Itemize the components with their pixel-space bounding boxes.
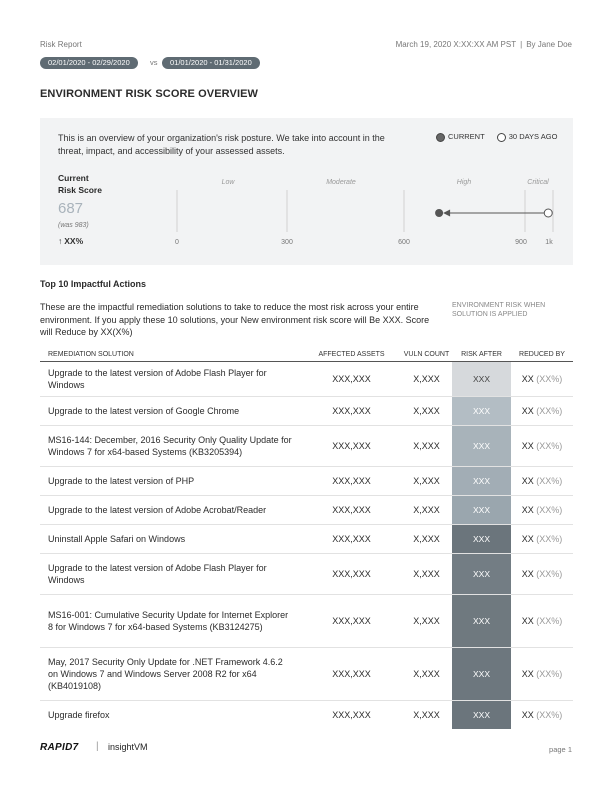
assets-cell: XXX,XXX xyxy=(302,525,401,554)
report-author: By Jane Doe xyxy=(526,40,572,49)
meta-separator: | xyxy=(520,40,523,49)
risk-after-cell: XXX xyxy=(452,554,511,595)
vuln-cell: X,XXX xyxy=(401,426,452,467)
reduced-by-value: XX xyxy=(521,476,534,486)
tick-label-900: 900 xyxy=(515,239,527,246)
section-title: Top 10 Impactful Actions xyxy=(40,279,147,289)
report-label: Risk Report xyxy=(40,40,82,49)
report-meta xyxy=(396,40,572,49)
risk-after-cell: XXX xyxy=(452,496,511,525)
assets-cell: XXX,XXX xyxy=(302,595,401,648)
table-row xyxy=(40,362,573,397)
assets-cell: XXX,XXX xyxy=(302,362,401,397)
risk-score-change-value: XX% xyxy=(64,236,84,246)
reduced-by-cell xyxy=(511,362,573,397)
reduced-by-percent: (XX%) xyxy=(536,616,563,626)
column-header-vuln-count: VULN COUNT xyxy=(401,347,452,362)
risk-after-cell: XXX xyxy=(452,525,511,554)
period-previous-pill: 01/01/2020 - 01/31/2020 xyxy=(162,57,260,69)
reduced-by-value: XX xyxy=(521,569,534,579)
table-row xyxy=(40,525,573,554)
reduced-by-value: XX xyxy=(521,505,534,515)
table-row xyxy=(40,426,573,467)
zone-label-high: High xyxy=(456,179,472,186)
solution-cell: Uninstall Apple Safari on Windows xyxy=(40,525,302,554)
assets-cell: XXX,XXX xyxy=(332,709,371,720)
reduced-by-value: XX xyxy=(521,534,534,544)
risk-scale xyxy=(40,118,573,265)
reduced-by-percent: (XX%) xyxy=(536,669,563,679)
legend-previous-label: 30 DAYS AGO xyxy=(508,132,558,142)
reduced-by-value: XX xyxy=(521,616,534,626)
current-score-marker xyxy=(435,209,443,217)
reduced-by-percent: (XX%) xyxy=(536,441,563,451)
vuln-cell: X,XXX xyxy=(401,648,452,701)
tick-label-300: 300 xyxy=(281,239,293,246)
reduced-by-value: XX xyxy=(521,441,534,451)
vs-label: vs xyxy=(150,58,158,67)
solution-cell: Upgrade firefox xyxy=(48,709,110,720)
solution-cell: Upgrade to the latest version of Adobe Flash Player for Windows xyxy=(40,362,302,397)
reduced-by-cell xyxy=(511,496,573,525)
score-label-line2: Risk Score xyxy=(58,185,102,195)
overview-intro: This is an overview of your organization's risk posture. We take into account in the threat, impact, and accessibility of your assessed assets. xyxy=(58,133,385,156)
reduced-by-cell xyxy=(511,701,573,729)
vuln-cell: X,XXX xyxy=(401,362,452,397)
solution-cell: Upgrade to the latest version of Adobe Acrobat/Reader xyxy=(40,496,302,525)
tick-label-0: 0 xyxy=(175,239,179,246)
reduced-by-value: XX xyxy=(521,374,534,384)
solution-cell: Upgrade to the latest version of PHP xyxy=(40,467,302,496)
risk-overview-panel xyxy=(40,118,573,265)
column-header-assets: AFFECTED ASSETS xyxy=(302,347,401,362)
reduced-by-value: XX xyxy=(521,709,534,720)
rapid7-logo: RAPID7 xyxy=(40,742,79,753)
risk-after-cell: XXX xyxy=(452,426,511,467)
risk-after-cell: XXX xyxy=(452,701,511,729)
reduced-by-value: XX xyxy=(521,406,534,416)
product-name: insightVM xyxy=(108,742,148,752)
assets-cell: XXX,XXX xyxy=(302,426,401,467)
assets-cell: XXX,XXX xyxy=(302,397,401,426)
table-row xyxy=(40,397,573,426)
zone-label-critical: Critical xyxy=(527,179,549,186)
tick-label-600: 600 xyxy=(398,239,410,246)
vuln-cell: X,XXX xyxy=(401,525,452,554)
column-header-solution: REMEDIATION SOLUTION xyxy=(40,347,302,362)
risk-after-cell: XXX xyxy=(452,397,511,426)
previous-score-marker xyxy=(544,209,552,217)
assets-cell: XXX,XXX xyxy=(302,554,401,595)
table-row xyxy=(40,595,573,648)
reduced-by-cell xyxy=(511,595,573,648)
solution-cell: MS16-144: December, 2016 Security Only Quality Update for Windows 7 for x64-based Systems (KB3205394) xyxy=(40,426,302,467)
table-row xyxy=(40,701,573,729)
table-row xyxy=(40,467,573,496)
vuln-cell: X,XXX xyxy=(401,496,452,525)
column-header-risk-after: RISK AFTER xyxy=(452,347,511,362)
vuln-cell: X,XXX xyxy=(401,554,452,595)
assets-cell: XXX,XXX xyxy=(302,648,401,701)
risk-after-cell: XXX xyxy=(452,362,511,397)
risk-after-cell: XXX xyxy=(452,467,511,496)
footer-separator: | xyxy=(96,741,99,752)
solution-cell: Upgrade to the latest version of Google Chrome xyxy=(40,397,302,426)
reduced-by-value: XX xyxy=(521,669,534,679)
reduced-by-cell xyxy=(511,554,573,595)
table-row xyxy=(40,496,573,525)
score-label-line1: Current xyxy=(58,173,89,183)
reduced-by-cell xyxy=(511,426,573,467)
risk-after-note: ENVIRONMENT RISK WHEN SOLUTION IS APPLIED xyxy=(452,302,546,318)
assets-cell: XXX,XXX xyxy=(302,496,401,525)
vuln-cell: X,XXX xyxy=(401,467,452,496)
tick-label-1k: 1k xyxy=(545,239,553,246)
table-row xyxy=(40,554,573,595)
vuln-cell: X,XXX xyxy=(413,709,440,720)
reduced-by-percent: (XX%) xyxy=(536,374,563,384)
section-description: These are the impactful remediation solutions to take to reduce the most risk across your entire environment. If you apply these 10 solutions, your New environment risk score will Be XXX. Score will Reduce by XX(X%) xyxy=(40,302,430,337)
previous-risk-score: (was 983) xyxy=(58,222,89,229)
reduced-by-percent: (XX%) xyxy=(536,709,563,720)
arrow-up-icon: ↑ xyxy=(58,236,63,246)
reduced-by-cell xyxy=(511,467,573,496)
zone-label-moderate: Moderate xyxy=(326,179,356,186)
legend-current-label: CURRENT xyxy=(448,132,485,142)
reduced-by-percent: (XX%) xyxy=(536,569,563,579)
assets-cell: XXX,XXX xyxy=(302,467,401,496)
reduced-by-cell xyxy=(511,648,573,701)
table-header-row xyxy=(40,347,573,362)
reduced-by-cell xyxy=(511,397,573,426)
page-number: page 1 xyxy=(549,745,572,754)
table-row xyxy=(40,648,573,701)
remediation-table xyxy=(40,347,573,729)
period-current-pill: 02/01/2020 - 02/29/2020 xyxy=(40,57,138,69)
reduced-by-cell xyxy=(511,525,573,554)
reduced-by-percent: (XX%) xyxy=(536,505,563,515)
solution-cell: May, 2017 Security Only Update for .NET Framework 4.6.2 on Windows 7 and Windows Server 2008 R2 for x64 (KB4019108) xyxy=(40,648,302,701)
column-header-reduced-by: REDUCED BY xyxy=(511,347,573,362)
risk-after-cell: XXX xyxy=(452,595,511,648)
report-datetime: March 19, 2020 X:XX:XX AM PST xyxy=(395,40,517,49)
solution-cell: Upgrade to the latest version of Adobe Flash Player for Windows xyxy=(40,554,302,595)
reduced-by-percent: (XX%) xyxy=(536,406,563,416)
reduced-by-percent: (XX%) xyxy=(536,534,563,544)
page-title: ENVIRONMENT RISK SCORE OVERVIEW xyxy=(40,88,259,100)
reduced-by-percent: (XX%) xyxy=(536,476,563,486)
vuln-cell: X,XXX xyxy=(401,595,452,648)
risk-after-cell: XXX xyxy=(452,648,511,701)
solution-cell: MS16-001: Cumulative Security Update for Internet Explorer 8 for Windows 7 for x64-based Systems (KB3124275) xyxy=(40,595,302,648)
zone-label-low: Low xyxy=(221,179,235,186)
current-risk-score-value: 687 xyxy=(58,200,84,217)
arrow-left-icon xyxy=(443,210,450,217)
vuln-cell: X,XXX xyxy=(401,397,452,426)
